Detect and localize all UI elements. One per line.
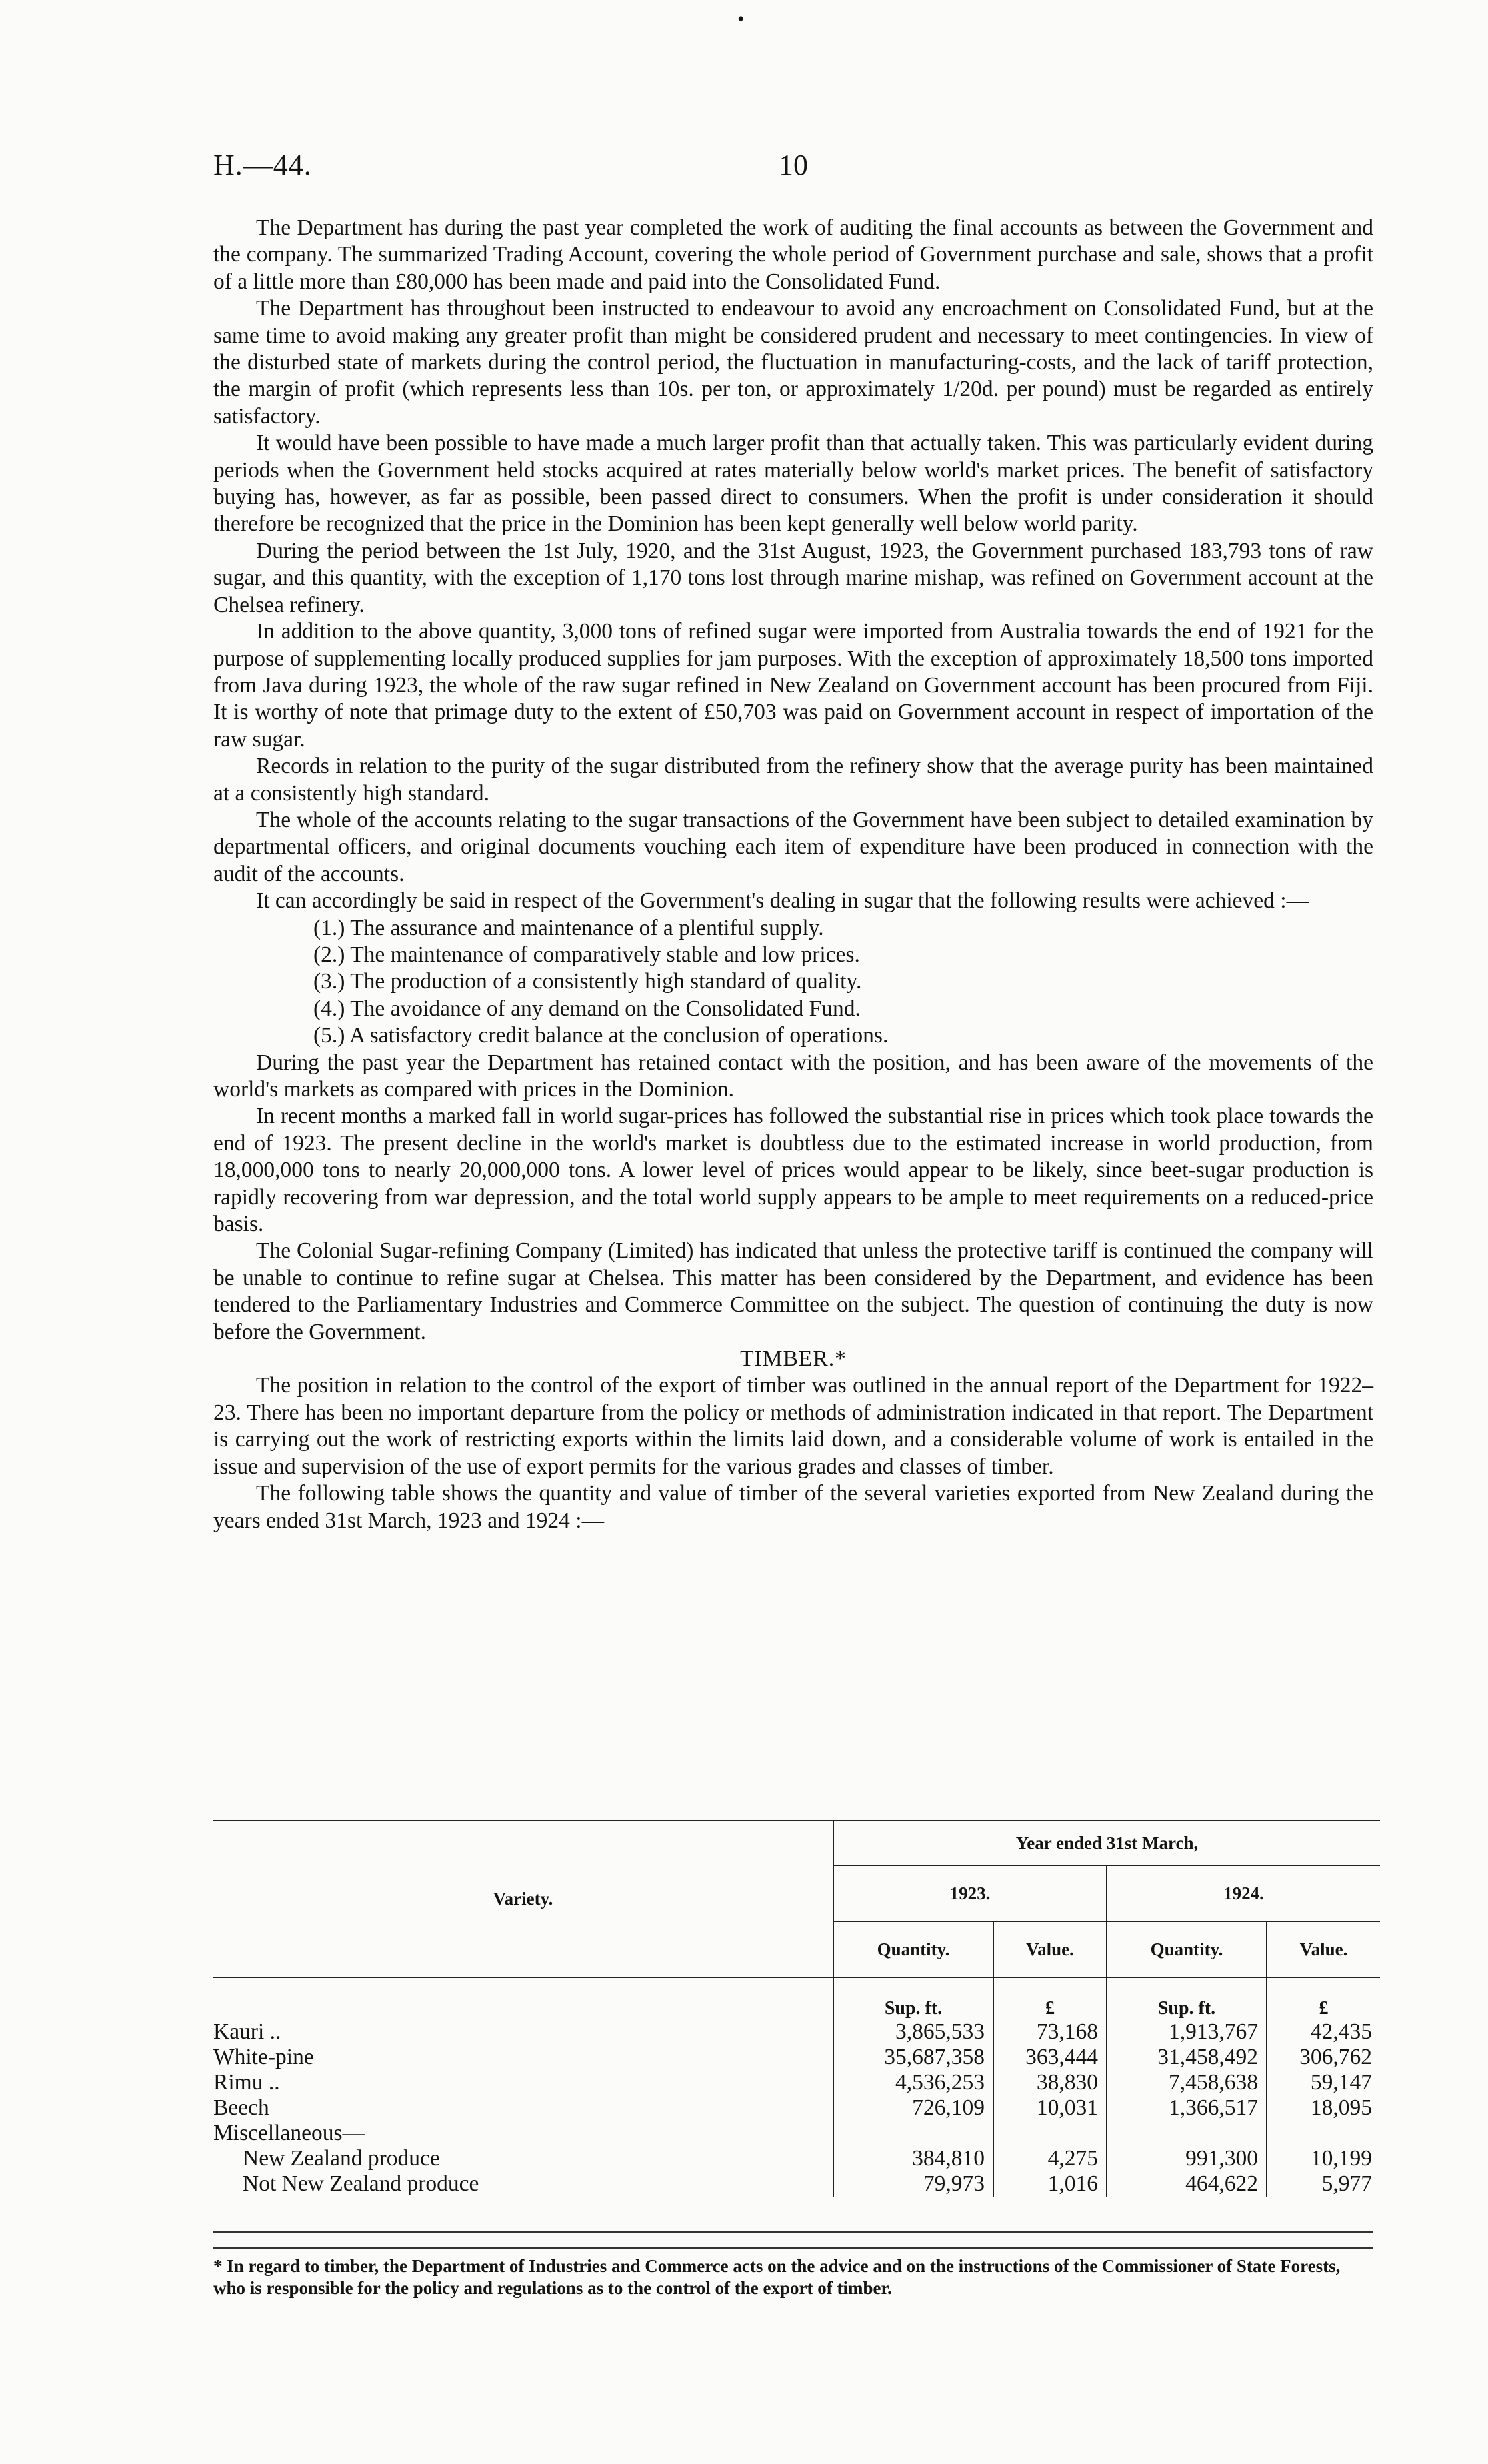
quantity-cell: 79,973 [833,2171,993,2197]
result-item: (1.) The assurance and maintenance of a plentiful supply. [313,915,824,940]
value-cell: 4,275 [993,2146,1107,2171]
table-row [213,2121,1380,2146]
value-header-1923: Value. [993,1921,1107,1977]
unit-value: £ [993,1977,1107,2019]
quantity-cell: 31,458,492 [1107,2045,1267,2070]
value-cell: 363,444 [993,2045,1107,2070]
year-1923-header: 1923. [833,1865,1107,1921]
quantity-cell [1107,2121,1267,2146]
page-mark: • [737,8,745,30]
quantity-cell: 35,687,358 [833,2045,993,2070]
footnote-rule [213,2247,1373,2249]
value-cell: 10,031 [993,2095,1107,2121]
paragraph: It would have been possible to have made a much larger profit than that actually taken. This was particularly evident during periods when the Government held stocks acquired at rates materially below world's market prices. The benefit of satisfactory buying has, however, as far as possible, been passed direct to consumers. When the profit is under consideration it should therefore be recognized that the price in the Dominion has been kept generally well below world parity. [213,431,1373,537]
table-row [213,2045,1380,2070]
value-cell [993,2121,1107,2146]
quantity-cell: 726,109 [833,2095,993,2121]
running-head [213,148,1373,188]
quantity-cell: 3,865,533 [833,2019,993,2045]
result-item: (4.) The avoidance of any demand on the Consolidated Fund. [313,996,861,1021]
quantity-cell: 1,366,517 [1107,2095,1267,2121]
table-row [213,2171,1380,2197]
variety-name: New Zealand produce [243,2146,440,2171]
value-cell [1267,2121,1380,2146]
result-item: (3.) The production of a consistently high standard of quality. [313,969,862,994]
paragraph: In addition to the above quantity, 3,000 tons of refined sugar were imported from Australia towards the end of 1921 for the purpose of supplementing locally produced supplies for jam purposes. With the exception of approximately 18,500 tons imported from Java during 1923, the whole of the raw sugar refined in New Zealand on Government account has been procured from Fiji. It is worthy of note that primage duty to the extent of £50,703 was paid on Government account in respect of importation of the raw sugar. [213,619,1373,752]
paragraph: The Department has during the past year completed the work of auditing the final accounts as between the Government and the company. The summarized Trading Account, covering the whole period of Government purchase and sale, shows that a profit of a little more than £80,000 has been made and paid into the Consolidated Fund. [213,215,1373,294]
quantity-cell [833,2121,993,2146]
variety-name: Not New Zealand produce [243,2171,479,2196]
quantity-cell: 7,458,638 [1107,2070,1267,2095]
paragraph: It can accordingly be said in respect of the Government's dealing in sugar that the following results were achieved :— [256,888,1309,914]
variety-name: Rimu .. [213,2070,280,2095]
paragraph: In recent months a marked fall in world sugar-prices has followed the substantial rise in prices which took place towards the end of 1923. The present decline in the world's market is doubtless due to the estimated increase in world production, from 18,000,000 tons to nearly 20,000,000 tons. A lower level of prices would appear to be likely, since beet-sugar production is rapidly recovering from war depression, and the total world supply appears to be ample to meet requirements on a reduced-price basis. [213,1104,1373,1237]
results-list [213,915,1373,1050]
variety-name: Beech [213,2095,269,2120]
table-bottom-rule [213,2231,1373,2233]
value-cell: 18,095 [1267,2095,1380,2121]
table-row [213,2146,1380,2171]
page-number: 10 [779,149,808,181]
variety-column-header: Variety. [493,1888,553,1909]
paragraph: The whole of the accounts relating to the sugar transactions of the Government have been subject to detailed examination by departmental officers, and original documents vouching each item of expenditure have been produced in connection with the audit of the accounts. [213,807,1373,886]
value-cell: 10,199 [1267,2146,1380,2171]
value-cell: 73,168 [993,2019,1107,2045]
value-header-1924: Value. [1267,1921,1380,1977]
document-code: H.—44. [213,149,312,181]
paragraph: The Department has throughout been instructed to endeavour to avoid any encroachment on Consolidated Fund, but at the same time to avoid making any greater profit than might be considered prudent and necessary to meet contingencies. In view of the disturbed state of markets during the control period, the fluctuation in manufacturing-costs, and the lack of tariff protection, the margin of profit (which represents less than 10s. per ton, or approximately 1/20d. per pound) must be regarded as entirely satisfactory. [213,296,1373,429]
variety-name: White-pine [213,2045,314,2069]
value-cell: 1,016 [993,2171,1107,2197]
table-row [213,2019,1380,2045]
variety-name: Miscellaneous— [213,2121,365,2145]
unit-value: £ [1267,1977,1380,2019]
quantity-cell: 384,810 [833,2146,993,2171]
quantity-cell: 4,536,253 [833,2070,993,2095]
paragraph: During the past year the Department has retained contact with the position, and has been aware of the movements of the world's markets as compared with prices in the Dominion. [213,1050,1373,1102]
value-cell: 306,762 [1267,2045,1380,2070]
footnote: * In regard to timber, the Department of Industries and Commerce acts on the advice and on the instructions of the Commissioner of State Forests, who is responsible for the policy and regulations as to the control of the export of timber. [213,2256,1341,2298]
timber-export-table [213,1820,1373,2197]
result-item: (5.) A satisfactory credit balance at the conclusion of operations. [313,1023,889,1048]
quantity-cell: 1,913,767 [1107,2019,1267,2045]
value-cell: 38,830 [993,2070,1107,2095]
result-item: (2.) The maintenance of comparatively stable and low prices. [313,942,860,967]
year-1924-header: 1924. [1107,1865,1380,1921]
unit-quantity: Sup. ft. [1107,1977,1267,2019]
value-cell: 5,977 [1267,2171,1380,2197]
unit-quantity: Sup. ft. [833,1977,993,2019]
table-row [213,2070,1380,2095]
paragraph: Records in relation to the purity of the sugar distributed from the refinery show that the average purity has been maintained at a consistently high standard. [213,754,1373,806]
paragraph: The following table shows the quantity and value of timber of the several varieties exported from New Zealand during the years ended 31st March, 1923 and 1924 :— [213,1481,1373,1533]
paragraph: The Colonial Sugar-refining Company (Limited) has indicated that unless the protective tariff is continued the company will be unable to continue to refine sugar at Chelsea. This matter has been considered by the Department, and evidence has been tendered to the Parliamentary Industries and Commerce Committee on the subject. The question of continuing the duty is now before the Government. [213,1238,1373,1344]
quantity-cell: 991,300 [1107,2146,1267,2171]
value-cell: 42,435 [1267,2019,1380,2045]
quantity-header-1923: Quantity. [833,1921,993,1977]
paragraph: The position in relation to the control of the export of timber was outlined in the annual report of the Department for 1922–23. There has been no important departure from the policy or methods of administration indicated in that report. The Department is carrying out the work of restricting exports within the limits laid down, and a considerable volume of work is entailed in the issue and supervision of the use of export permits for the various grades and classes of timber. [213,1373,1373,1479]
section-heading-timber: TIMBER.* [740,1346,847,1372]
value-cell: 59,147 [1267,2070,1380,2095]
quantity-header-1924: Quantity. [1107,1921,1267,1977]
variety-name: Kauri .. [213,2019,281,2044]
period-header: Year ended 31st March, [833,1820,1380,1865]
paragraph: During the period between the 1st July, 1920, and the 31st August, 1923, the Government purchased 183,793 tons of raw sugar, and this quantity, with the exception of 1,170 tons lost through marine mishap, was refined on Government account at the Chelsea refinery. [213,538,1373,617]
quantity-cell: 464,622 [1107,2171,1267,2197]
body-text [213,215,1373,1534]
table-row [213,2095,1380,2121]
